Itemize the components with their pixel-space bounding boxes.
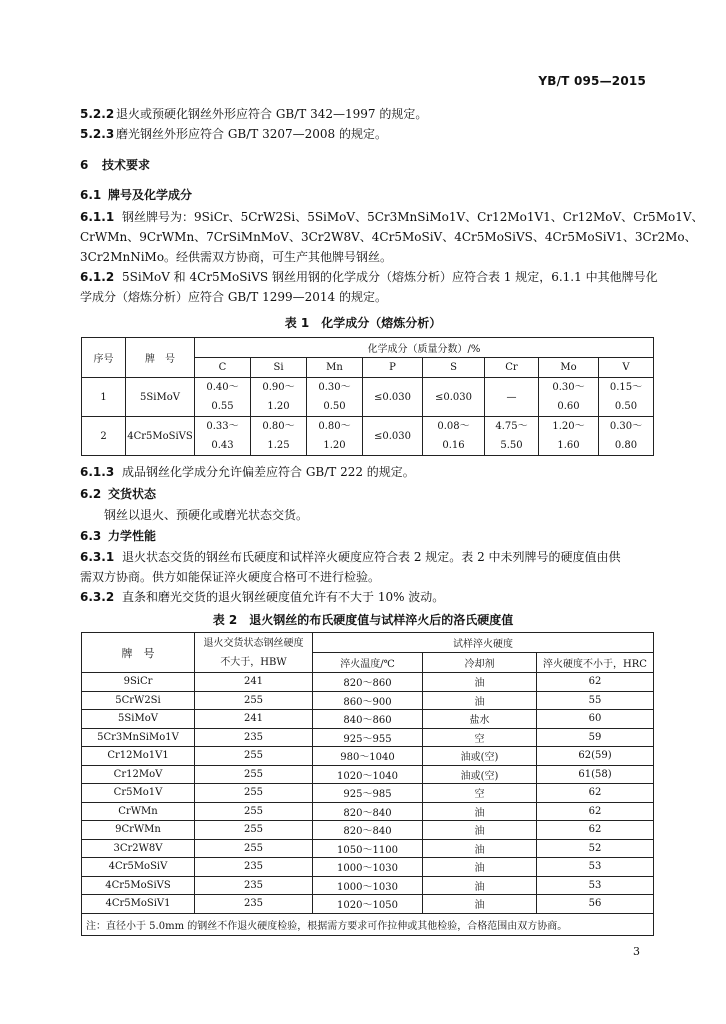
cell-quench-temp: 820～840: [313, 821, 423, 840]
cell-annealed-hbw: 235: [195, 876, 313, 895]
clause-5-2-3: [80, 124, 652, 144]
table-row: [82, 747, 654, 766]
clause-6-1-1: [80, 207, 704, 227]
cell-quench-temp: 820～860: [313, 673, 423, 692]
table-row: [82, 378, 654, 417]
cell-grade: Cr12Mo1V1: [82, 747, 195, 766]
header-element: Mo: [539, 358, 599, 378]
table-note: 注：直径小于 5.0mm 的钢丝不作退火硬度检验，根据需方要求可作拉伸或其他检验，合格范围由双方协商。: [82, 913, 654, 935]
cell-annealed-hbw: 255: [195, 765, 313, 784]
cell-s: ≤0.030: [423, 378, 485, 417]
standard-number: YB/T 095—2015: [538, 74, 646, 88]
clause-text: 磨光钢丝外形应符合 GB/T 3207—2008 的规定。: [116, 127, 387, 141]
cell-annealed-hbw: 255: [195, 747, 313, 766]
cell-grade: 3Cr2W8V: [82, 839, 195, 858]
section-number: 6.1: [80, 188, 102, 202]
cell-c: 0.33～ 0.43: [195, 417, 251, 456]
cell-coolant: 盐水: [423, 710, 537, 729]
cell-grade: 5Cr3MnSiMo1V: [82, 728, 195, 747]
section-title: 力学性能: [108, 529, 157, 543]
header-element: Si: [251, 358, 307, 378]
cell-grade: 4Cr5MoSiVS: [82, 876, 195, 895]
header-element: S: [423, 358, 485, 378]
cell-hrc: 60: [537, 710, 654, 729]
clause-number: 6.1.1: [80, 210, 115, 224]
cell-hrc: 53: [537, 876, 654, 895]
cell-grade: 4Cr5MoSiVS: [126, 417, 195, 456]
table-row: [82, 728, 654, 747]
header-composition: 化学成分（质量分数）/%: [195, 338, 654, 358]
cell-coolant: 油: [423, 802, 537, 821]
cell-hrc: 62: [537, 673, 654, 692]
clause-text: 5SiMoV 和 4Cr5MoSiVS 钢丝用钢的化学成分（熔炼分析）应符合表 1 规定，6.1.1 中其他牌号化: [122, 270, 658, 284]
cell-quench-temp: 1020～1040: [313, 765, 423, 784]
cell-coolant: 油: [423, 839, 537, 858]
chemical-composition-table: [81, 337, 654, 456]
cell-p: ≤0.030: [363, 417, 423, 456]
cell-coolant: 油或(空): [423, 747, 537, 766]
cell-annealed-hbw: 235: [195, 895, 313, 914]
cell-annealed-hbw: 241: [195, 710, 313, 729]
section-number: 6.3: [80, 529, 102, 543]
clause-number: 5.2.2: [80, 107, 115, 121]
cell-coolant: 油: [423, 895, 537, 914]
cell-cr: —: [485, 378, 539, 417]
cell-hrc: 53: [537, 858, 654, 877]
cell-quench-temp: 1020～1050: [313, 895, 423, 914]
cell-v: 0.15～ 0.50: [599, 378, 654, 417]
cell-mo: 1.20～ 1.60: [539, 417, 599, 456]
cell-grade: 5SiMoV: [82, 710, 195, 729]
cell-coolant: 空: [423, 728, 537, 747]
cell-annealed-hbw: 255: [195, 784, 313, 803]
hardness-table-body: [82, 673, 654, 914]
cell-coolant: 油: [423, 691, 537, 710]
hardness-table: [81, 632, 654, 936]
header-coolant: 冷却剂: [423, 653, 537, 673]
header-element: P: [363, 358, 423, 378]
cell-quench-temp: 1000～1030: [313, 858, 423, 877]
header-hrc: 淬火硬度不小于，HRC: [537, 653, 654, 673]
cell-grade: 4Cr5MoSiV: [82, 858, 195, 877]
clause-6-1-2: [80, 267, 658, 287]
section-number: 6.2: [80, 487, 102, 501]
cell-hrc: 56: [537, 895, 654, 914]
header-grade: 牌 号: [82, 633, 195, 673]
cell-cr: 4.75～ 5.50: [485, 417, 539, 456]
cell-annealed-hbw: 255: [195, 691, 313, 710]
clause-text: 钢丝牌号为：9SiCr、5CrW2Si、5SiMoV、5Cr3MnSiMo1V、Cr12Mo1V1、Cr12MoV、Cr5Mo1V、: [122, 210, 704, 224]
cell-mn: 0.80～ 1.20: [307, 417, 363, 456]
section-title: 交货状态: [108, 487, 157, 501]
clause-number: 6.3.1: [80, 550, 115, 564]
cell-annealed-hbw: 255: [195, 821, 313, 840]
header-quench-hardness: 试样淬火硬度: [313, 633, 654, 653]
cell-grade: 5CrW2Si: [82, 691, 195, 710]
clause-text: 退火状态交货的钢丝布氏硬度和试样淬火硬度应符合表 2 规定。表 2 中未列牌号的硬度值由供: [122, 550, 621, 564]
cell-grade: Cr5Mo1V: [82, 784, 195, 803]
cell-c: 0.40～ 0.55: [195, 378, 251, 417]
cell-quench-temp: 925～955: [313, 728, 423, 747]
table-row: [82, 821, 654, 840]
header-grade: 牌 号: [126, 338, 195, 378]
table1-caption: 表 1 化学成分（熔炼分析）: [284, 316, 442, 330]
clause-number: 6.3.2: [80, 590, 115, 604]
table-row: [82, 876, 654, 895]
cell-si: 0.80～ 1.25: [251, 417, 307, 456]
cell-annealed-hbw: 235: [195, 728, 313, 747]
header-element: Mn: [307, 358, 363, 378]
clause-text: 直条和磨光交货的退火钢丝硬度值允许有不大于 10% 波动。: [122, 590, 445, 604]
cell-annealed-hbw: 235: [195, 858, 313, 877]
table2-caption: 表 2 退火钢丝的布氏硬度值与试样淬火后的洛氏硬度值: [212, 613, 514, 627]
clause-number: 6.1.3: [80, 465, 115, 479]
header-quench-temp: 淬火温度/℃: [313, 653, 423, 673]
cell-mn: 0.30～ 0.50: [307, 378, 363, 417]
clause-6-1-3: [80, 462, 652, 482]
cell-annealed-hbw: 255: [195, 839, 313, 858]
cell-quench-temp: 860～900: [313, 691, 423, 710]
cell-annealed-hbw: 255: [195, 802, 313, 821]
cell-coolant: 油: [423, 876, 537, 895]
clause-6-3-2: [80, 587, 652, 607]
cell-mo: 0.30～ 0.60: [539, 378, 599, 417]
section-title: 牌号及化学成分: [108, 188, 193, 202]
cell-grade: Cr12MoV: [82, 765, 195, 784]
table-row: [82, 839, 654, 858]
cell-seq: 1: [82, 378, 126, 417]
clause-continuation: 需双方协商。供方如能保证淬火硬度合格可不进行检验。: [80, 570, 381, 584]
table-row: [82, 710, 654, 729]
clause-5-2-2: [80, 104, 652, 124]
delivery-text: 钢丝以退火、预硬化或磨光状态交货。: [104, 508, 309, 522]
section-6-2-heading: [80, 484, 652, 504]
cell-grade: CrWMn: [82, 802, 195, 821]
cell-quench-temp: 980～1040: [313, 747, 423, 766]
clause-number: 6.1.2: [80, 270, 115, 284]
section-6-heading: [80, 155, 652, 175]
cell-seq: 2: [82, 417, 126, 456]
cell-quench-temp: 1050～1100: [313, 839, 423, 858]
cell-hrc: 59: [537, 728, 654, 747]
clause-number: 5.2.3: [80, 127, 115, 141]
cell-coolant: 油或(空): [423, 765, 537, 784]
header-element: V: [599, 358, 654, 378]
cell-grade: 5SiMoV: [126, 378, 195, 417]
table-row: [82, 858, 654, 877]
cell-hrc: 62: [537, 784, 654, 803]
clause-continuation: CrWMn、9CrWMn、7CrSiMnMoV、3Cr2W8V、4Cr5MoSiV、4Cr5MoSiVS、4Cr5MoSiV1、3Cr2Mo、: [80, 230, 697, 244]
cell-hrc: 62: [537, 821, 654, 840]
cell-s: 0.08～ 0.16: [423, 417, 485, 456]
clause-text: 成品钢丝化学成分允许偏差应符合 GB/T 222 的规定。: [122, 465, 415, 479]
cell-annealed-hbw: 241: [195, 673, 313, 692]
section-6-1-heading: [80, 185, 652, 205]
cell-p: ≤0.030: [363, 378, 423, 417]
cell-grade: 9SiCr: [82, 673, 195, 692]
cell-coolant: 油: [423, 673, 537, 692]
cell-quench-temp: 1000～1030: [313, 876, 423, 895]
clause-continuation: 3Cr2MnNiMo。经供需双方协商，可生产其他牌号钢丝。: [80, 250, 393, 264]
cell-grade: 4Cr5MoSiV1: [82, 895, 195, 914]
table-row: [82, 765, 654, 784]
clause-text: 退火或预硬化钢丝外形应符合 GB/T 342—1997 的规定。: [116, 107, 428, 121]
table-row: [82, 784, 654, 803]
header-element: Cr: [485, 358, 539, 378]
table-row: [82, 691, 654, 710]
cell-v: 0.30～ 0.80: [599, 417, 654, 456]
table-row: [82, 802, 654, 821]
section-title: 技术要求: [102, 158, 151, 172]
cell-hrc: 62: [537, 802, 654, 821]
cell-coolant: 油: [423, 858, 537, 877]
cell-quench-temp: 820～840: [313, 802, 423, 821]
cell-coolant: 空: [423, 784, 537, 803]
page-number: 3: [633, 945, 640, 958]
section-6-3-heading: [80, 526, 652, 546]
cell-hrc: 62(59): [537, 747, 654, 766]
table-row: [82, 673, 654, 692]
cell-hrc: 55: [537, 691, 654, 710]
table-row: [82, 417, 654, 456]
clause-continuation: 学成分（熔炼分析）应符合 GB/T 1299—2014 的规定。: [80, 290, 387, 304]
section-number: 6: [80, 158, 89, 172]
cell-si: 0.90～ 1.20: [251, 378, 307, 417]
table-row: [82, 895, 654, 914]
cell-hrc: 61(58): [537, 765, 654, 784]
cell-grade: 9CrWMn: [82, 821, 195, 840]
clause-6-3-1: [80, 547, 652, 567]
cell-quench-temp: 840～860: [313, 710, 423, 729]
header-seq: 序号: [82, 338, 126, 378]
cell-hrc: 52: [537, 839, 654, 858]
cell-coolant: 油: [423, 821, 537, 840]
header-annealed-hardness: 退火交货状态钢丝硬度 不大于，HBW: [195, 633, 313, 673]
cell-quench-temp: 925～985: [313, 784, 423, 803]
header-element: C: [195, 358, 251, 378]
